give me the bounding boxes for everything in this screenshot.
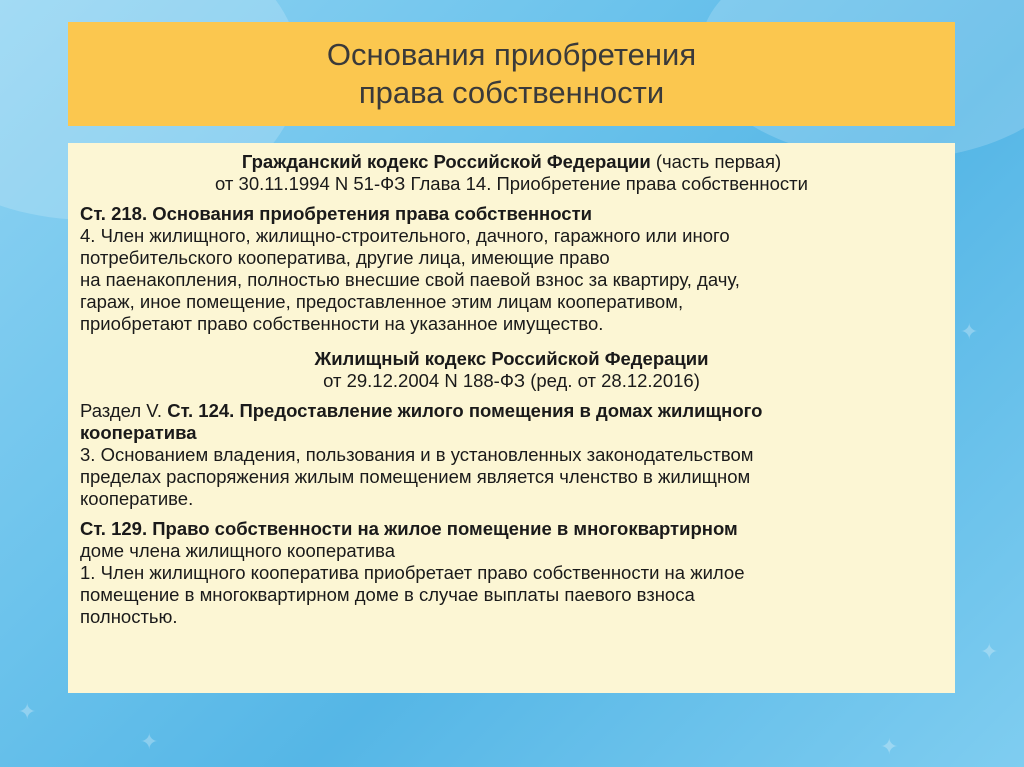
housing-code-heading bbox=[80, 348, 943, 370]
article-218-text-line: потребительского кооператива, другие лица, имеющие право bbox=[80, 247, 610, 268]
article-124-text-line: 3. Основанием владения, пользования и в установленных законодательством bbox=[80, 444, 754, 465]
article-129-text-line: полностью. bbox=[80, 606, 178, 627]
star-icon: ✦ bbox=[980, 640, 999, 665]
star-icon: ✦ bbox=[960, 320, 979, 345]
article-129-text-line: помещение в многоквартирном доме в случае выплаты паевого взноса bbox=[80, 584, 695, 605]
star-icon: ✦ bbox=[18, 700, 37, 725]
article-218 bbox=[80, 203, 943, 335]
slide-title-line-1: Основания приобретения bbox=[326, 37, 697, 72]
article-124-text-line: пределах распоряжения жилым помещением является членство в жилищном bbox=[80, 466, 751, 487]
article-218-text-line: 4. Член жилищного, жилищно-строительного, дачного, гаражного или иного bbox=[80, 225, 730, 246]
civil-code-title: Гражданский кодекс Российской Федерации bbox=[241, 151, 651, 172]
article-218-text-line: приобретают право собственности на указанное имущество. bbox=[80, 313, 604, 334]
article-124-text-line: кооперативе. bbox=[80, 488, 194, 509]
article-129-subtitle: доме члена жилищного кооператива bbox=[80, 540, 396, 561]
article-218-title: Ст. 218. Основания приобретения права собственности bbox=[80, 203, 593, 224]
article-218-text-line: гараж, иное помещение, предоставленное этим лицам кооперативом, bbox=[80, 291, 684, 312]
article-218-text-line: на паенакопления, полностью внесшие свой паевой взнос за квартиру, дачу, bbox=[80, 269, 740, 290]
housing-code-title: Жилищный кодекс Российской Федерации bbox=[314, 348, 709, 369]
slide-title-line-2: права собственности bbox=[358, 75, 665, 110]
article-129-text-line: 1. Член жилищного кооператива приобретает право собственности на жилое bbox=[80, 562, 745, 583]
civil-code-heading bbox=[80, 151, 943, 173]
article-129 bbox=[80, 518, 943, 628]
housing-code-subheading: от 29.12.2004 N 188-ФЗ (ред. от 28.12.2016) bbox=[323, 370, 700, 391]
article-124 bbox=[80, 400, 943, 510]
section-label: Раздел V. bbox=[80, 400, 168, 421]
civil-code-subheading: от 30.11.1994 N 51-ФЗ Глава 14. Приобретение права собственности bbox=[215, 173, 808, 194]
slide-title-box bbox=[68, 22, 955, 126]
slide-content bbox=[68, 143, 955, 693]
star-icon: ✦ bbox=[880, 735, 899, 760]
civil-code-part: (часть первая) bbox=[650, 151, 782, 172]
star-icon: ✦ bbox=[140, 730, 159, 755]
article-129-title: Ст. 129. Право собственности на жилое помещение в многоквартирном bbox=[80, 518, 738, 539]
article-124-title-cont: кооператива bbox=[80, 422, 197, 443]
article-124-title: Ст. 124. Предоставление жилого помещения в домах жилищного bbox=[167, 400, 763, 421]
